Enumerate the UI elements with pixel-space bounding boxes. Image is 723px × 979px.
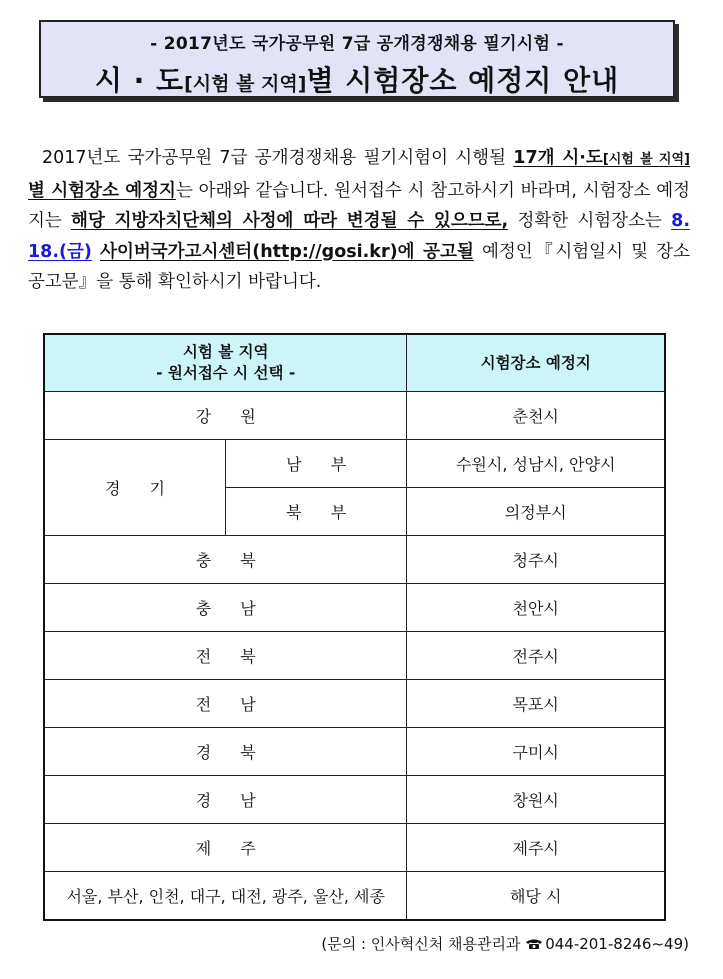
contact-footer — [321, 933, 689, 954]
place-cell: 구미시 — [407, 728, 665, 776]
region-cell: 전 북 — [44, 632, 407, 680]
header-place: 시험장소 예정지 — [407, 334, 665, 392]
subregion-cell: 북 부 — [225, 488, 406, 536]
place-cell: 춘천시 — [407, 392, 665, 440]
region-cell: 서울, 부산, 인천, 대구, 대전, 광주, 울산, 세종 — [44, 872, 407, 921]
table-row — [44, 440, 665, 488]
place-cell: 천안시 — [407, 584, 665, 632]
footer-prefix: (문의 : 인사혁신처 채용관리과 — [321, 935, 526, 953]
table-row — [44, 824, 665, 872]
place-cell: 수원시, 성남시, 안양시 — [407, 440, 665, 488]
region-cell: 강 원 — [44, 392, 407, 440]
table-row — [44, 632, 665, 680]
intro-emph-regions-tail: 별 시험장소 예정지 — [28, 180, 176, 201]
location-table — [43, 333, 666, 921]
intro-paragraph — [28, 143, 690, 298]
subregion-cell: 남 부 — [225, 440, 406, 488]
table-row — [44, 872, 665, 921]
table-row — [44, 392, 665, 440]
intro-emph-website: 사이버국가고시센터(http://gosi.kr)에 공고될 — [100, 241, 474, 262]
title-box — [39, 20, 675, 98]
title-main-prefix: 시 · 도 — [94, 64, 185, 97]
intro-text-1: 2017년도 국가공무원 7급 공개경쟁채용 필기시험이 시행될 — [42, 148, 514, 168]
table-header-row — [44, 334, 665, 392]
place-cell: 전주시 — [407, 632, 665, 680]
region-cell: 경 북 — [44, 728, 407, 776]
intro-emph-change: 해당 지방자치단체의 사정에 따라 변경될 수 있으므로, — [71, 211, 509, 231]
region-cell: 충 북 — [44, 536, 407, 584]
place-cell: 의정부시 — [407, 488, 665, 536]
place-cell: 목포시 — [407, 680, 665, 728]
intro-date: 8. 18.(금) — [28, 211, 690, 262]
intro-text-3: 정확한 시험장소는 — [508, 211, 672, 231]
title-subtitle: - 2017년도 국가공무원 7급 공개경쟁채용 필기시험 - — [150, 34, 564, 54]
title-main-suffix: 별 시험장소 예정지 안내 — [306, 64, 620, 97]
place-cell: 창원시 — [407, 776, 665, 824]
region-cell: 경 남 — [44, 776, 407, 824]
header-region-line1: 시험 볼 지역 — [182, 343, 269, 361]
telephone-icon — [525, 936, 543, 948]
intro-emph-regions-small: [시험 볼 지역] — [602, 152, 690, 167]
footer-phone: 044-201-8246~49) — [545, 935, 689, 953]
intro-text-2: 는 아래와 같습니다. 원서접수 시 참고하시기 바라며, 시험장소 예정지는 — [28, 180, 690, 231]
header-region — [44, 334, 407, 392]
place-cell: 제주시 — [407, 824, 665, 872]
place-cell: 해당 시 — [407, 872, 665, 921]
region-cell: 제 주 — [44, 824, 407, 872]
table-row — [44, 728, 665, 776]
title-main-small: [시험 볼 지역] — [184, 73, 307, 95]
table-row — [44, 680, 665, 728]
table-row — [44, 584, 665, 632]
place-cell: 청주시 — [407, 536, 665, 584]
intro-text-5: 예정인『시험일시 및 장소 공고문』을 통해 확인하시기 바랍니다. — [28, 241, 690, 292]
page-title — [41, 59, 673, 99]
intro-emph-regions-main: 17개 시·도 — [513, 148, 603, 168]
table-row — [44, 536, 665, 584]
region-cell: 충 남 — [44, 584, 407, 632]
intro-text-4 — [92, 242, 100, 262]
region-cell: 경 기 — [44, 440, 225, 536]
header-region-line2: - 원서접수 시 선택 - — [156, 364, 296, 382]
region-cell: 전 남 — [44, 680, 407, 728]
table-row — [44, 776, 665, 824]
